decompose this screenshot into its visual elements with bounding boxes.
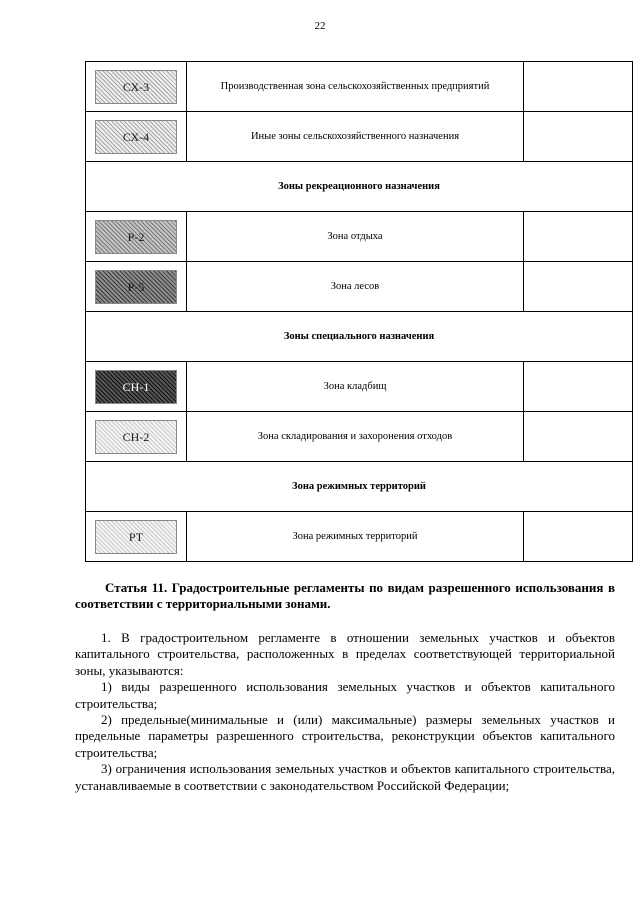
- zone-name: Зона режимных территорий: [187, 512, 524, 562]
- zone-row: [86, 112, 633, 162]
- zone-code-cell: [86, 112, 187, 162]
- zone-empty-cell: [524, 362, 633, 412]
- zone-row: [86, 412, 633, 462]
- zone-code-swatch: СХ-4: [95, 120, 177, 154]
- paragraph: 1. В градостроительном регламенте в отношении земельных участков и объектов капитального строительства, расположенных в пределах соответствующей территориальной зоны, указываются:: [75, 630, 615, 678]
- zone-empty-cell: [524, 412, 633, 462]
- zone-code-swatch: Р-5: [95, 270, 177, 304]
- zone-group-header-row: [86, 462, 633, 512]
- zone-name: Зона кладбищ: [187, 362, 524, 412]
- zone-code-cell: [86, 62, 187, 112]
- zone-row: [86, 362, 633, 412]
- zone-group-header-row: [86, 162, 633, 212]
- zone-code-swatch: РТ: [95, 520, 177, 554]
- zone-row: [86, 512, 633, 562]
- zone-row: [86, 262, 633, 312]
- zone-group-header-row: [86, 312, 633, 362]
- zone-row: [86, 212, 633, 262]
- zone-empty-cell: [524, 512, 633, 562]
- zone-name: Производственная зона сельскохозяйственных предприятий: [187, 62, 524, 112]
- article-heading: Статья 11. Градостроительные регламенты по видам разрешенного использования в соответствии с территориальными зонами.: [75, 580, 615, 611]
- zone-code-cell: [86, 262, 187, 312]
- zones-table: [85, 61, 633, 562]
- zone-name: Зона складирования и захоронения отходов: [187, 412, 524, 462]
- zone-code-swatch: СН-1: [95, 370, 177, 404]
- page-number: 22: [314, 20, 326, 32]
- zone-code-cell: [86, 212, 187, 262]
- zone-code-swatch: СН-2: [95, 420, 177, 454]
- zone-empty-cell: [524, 262, 633, 312]
- paragraph: 2) предельные(минимальные и (или) максимальные) размеры земельных участков и предельные параметры разрешенного строительства, реконструкции объектов капитального строительства;: [75, 712, 615, 760]
- paragraph: 3) ограничения использования земельных участков и объектов капитального строительства, устанавливаемые в соответствии с законодательством Российской Федерации;: [75, 761, 615, 793]
- zone-empty-cell: [524, 112, 633, 162]
- zone-group-title: Зоны рекреационного назначения: [86, 162, 633, 212]
- zone-code-swatch: СХ-3: [95, 70, 177, 104]
- zone-empty-cell: [524, 212, 633, 262]
- zone-code-cell: [86, 512, 187, 562]
- article-body: [75, 630, 615, 794]
- zone-group-title: Зона режимных территорий: [86, 462, 633, 512]
- zone-group-title: Зоны специального назначения: [86, 312, 633, 362]
- zones-table-body: [86, 62, 633, 562]
- zone-code-cell: [86, 362, 187, 412]
- zone-name: Иные зоны сельскохозяйственного назначения: [187, 112, 524, 162]
- zone-row: [86, 62, 633, 112]
- zone-name: Зона лесов: [187, 262, 524, 312]
- zone-code-cell: [86, 412, 187, 462]
- zone-empty-cell: [524, 62, 633, 112]
- paragraph: 1) виды разрешенного использования земельных участков и объектов капитального строительства;: [75, 679, 615, 711]
- zone-code-swatch: Р-2: [95, 220, 177, 254]
- zone-name: Зона отдыха: [187, 212, 524, 262]
